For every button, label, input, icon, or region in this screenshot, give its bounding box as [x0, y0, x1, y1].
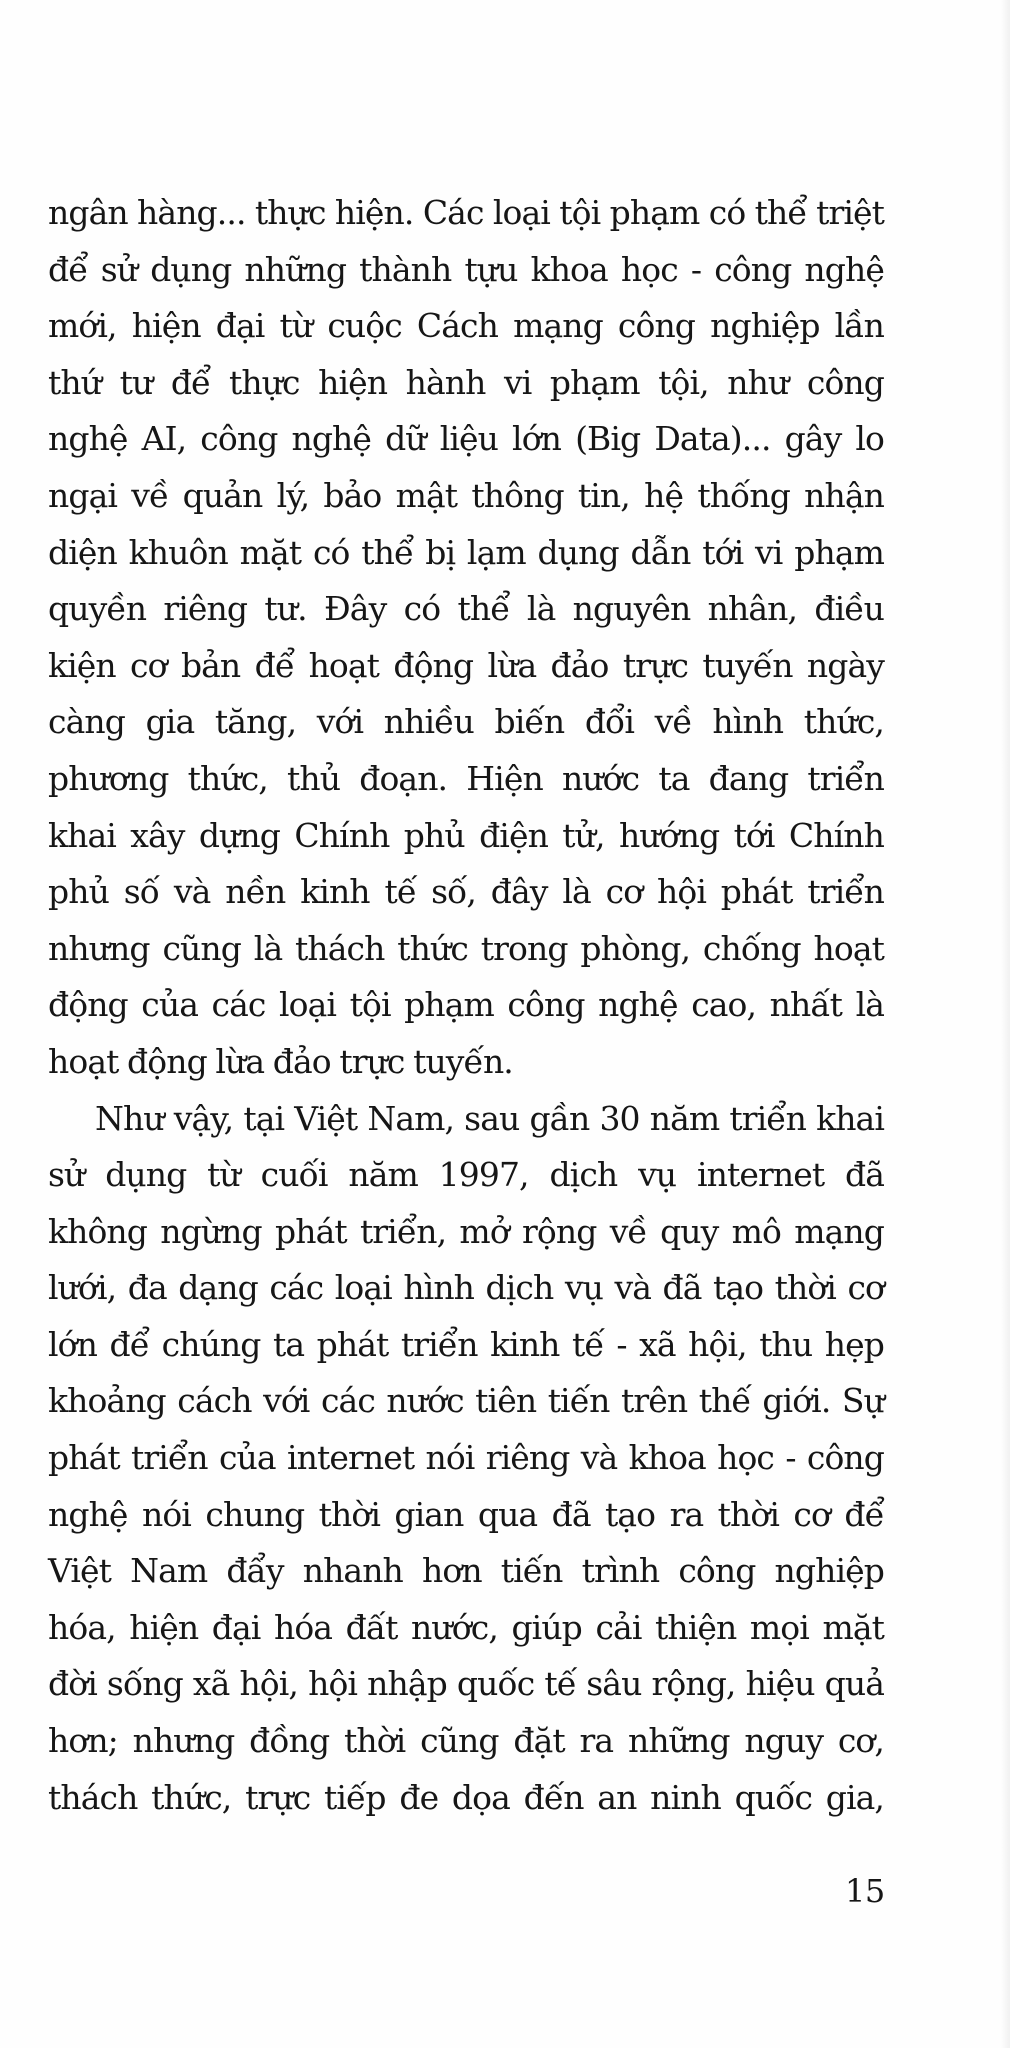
text-line: Việt Nam đẩy nhanh hơn tiến trình công nghiệp: [48, 1551, 884, 1591]
text-line: hoạt động lừa đảo trực tuyến.: [48, 1041, 513, 1081]
text-line: thứ tư để thực hiện hành vi phạm tội, như công: [48, 362, 884, 402]
text-line: khoảng cách với các nước tiên tiến trên thế giới. Sự: [48, 1381, 884, 1421]
text-line: sử dụng từ cuối năm 1997, dịch vụ internet đã: [48, 1155, 884, 1195]
text-line: đời sống xã hội, hội nhập quốc tế sâu rộng, hiệu quả: [48, 1664, 884, 1704]
text-line: hơn; nhưng đồng thời cũng đặt ra những nguy cơ,: [48, 1721, 884, 1761]
text-line: mới, hiện đại từ cuộc Cách mạng công nghiệp lần: [48, 306, 884, 346]
text-line: lưới, đa dạng các loại hình dịch vụ và đã tạo thời cơ: [48, 1268, 884, 1308]
text-line: phát triển của internet nói riêng và khoa học - công: [48, 1438, 884, 1478]
text-line: nghệ AI, công nghệ dữ liệu lớn (Big Data)... gây lo: [48, 419, 884, 459]
text-line: động của các loại tội phạm công nghệ cao, nhất là: [48, 985, 884, 1025]
text-line: nhưng cũng là thách thức trong phòng, chống hoạt: [48, 928, 884, 968]
text-line: để sử dụng những thành tựu khoa học - công nghệ: [48, 249, 884, 289]
text-line: ngại về quản lý, bảo mật thông tin, hệ thống nhận: [48, 475, 884, 515]
text-line: ngân hàng... thực hiện. Các loại tội phạm có thể triệt: [48, 193, 884, 232]
text-line: hóa, hiện đại hóa đất nước, giúp cải thiện mọi mặt: [48, 1607, 884, 1647]
text-line: diện khuôn mặt có thể bị lạm dụng dẫn tới vi phạm: [48, 532, 884, 572]
text-line: càng gia tăng, với nhiều biến đổi về hình thức,: [48, 702, 884, 742]
body-text: [48, 185, 884, 1826]
text-line: nghệ nói chung thời gian qua đã tạo ra thời cơ để: [48, 1494, 884, 1534]
text-line: Như vậy, tại Việt Nam, sau gần 30 năm triển khai: [95, 1098, 884, 1138]
text-line: phương thức, thủ đoạn. Hiện nước ta đang triển: [48, 758, 884, 798]
text-line: phủ số và nền kinh tế số, đây là cơ hội phát triển: [48, 872, 884, 912]
text-line: khai xây dựng Chính phủ điện tử, hướng tới Chính: [48, 815, 884, 855]
text-line: thách thức, trực tiếp đe dọa đến an ninh quốc gia,: [48, 1777, 884, 1817]
text-line: lớn để chúng ta phát triển kinh tế - xã hội, thu hẹp: [48, 1324, 884, 1364]
text-line: không ngừng phát triển, mở rộng về quy mô mạng: [48, 1211, 884, 1251]
text-line: quyền riêng tư. Đây có thể là nguyên nhân, điều: [48, 589, 884, 629]
page-number: 15: [845, 1872, 885, 1910]
text-line: kiện cơ bản để hoạt động lừa đảo trực tuyến ngày: [48, 645, 884, 685]
page-edge-shadow: [1000, 0, 1010, 2048]
